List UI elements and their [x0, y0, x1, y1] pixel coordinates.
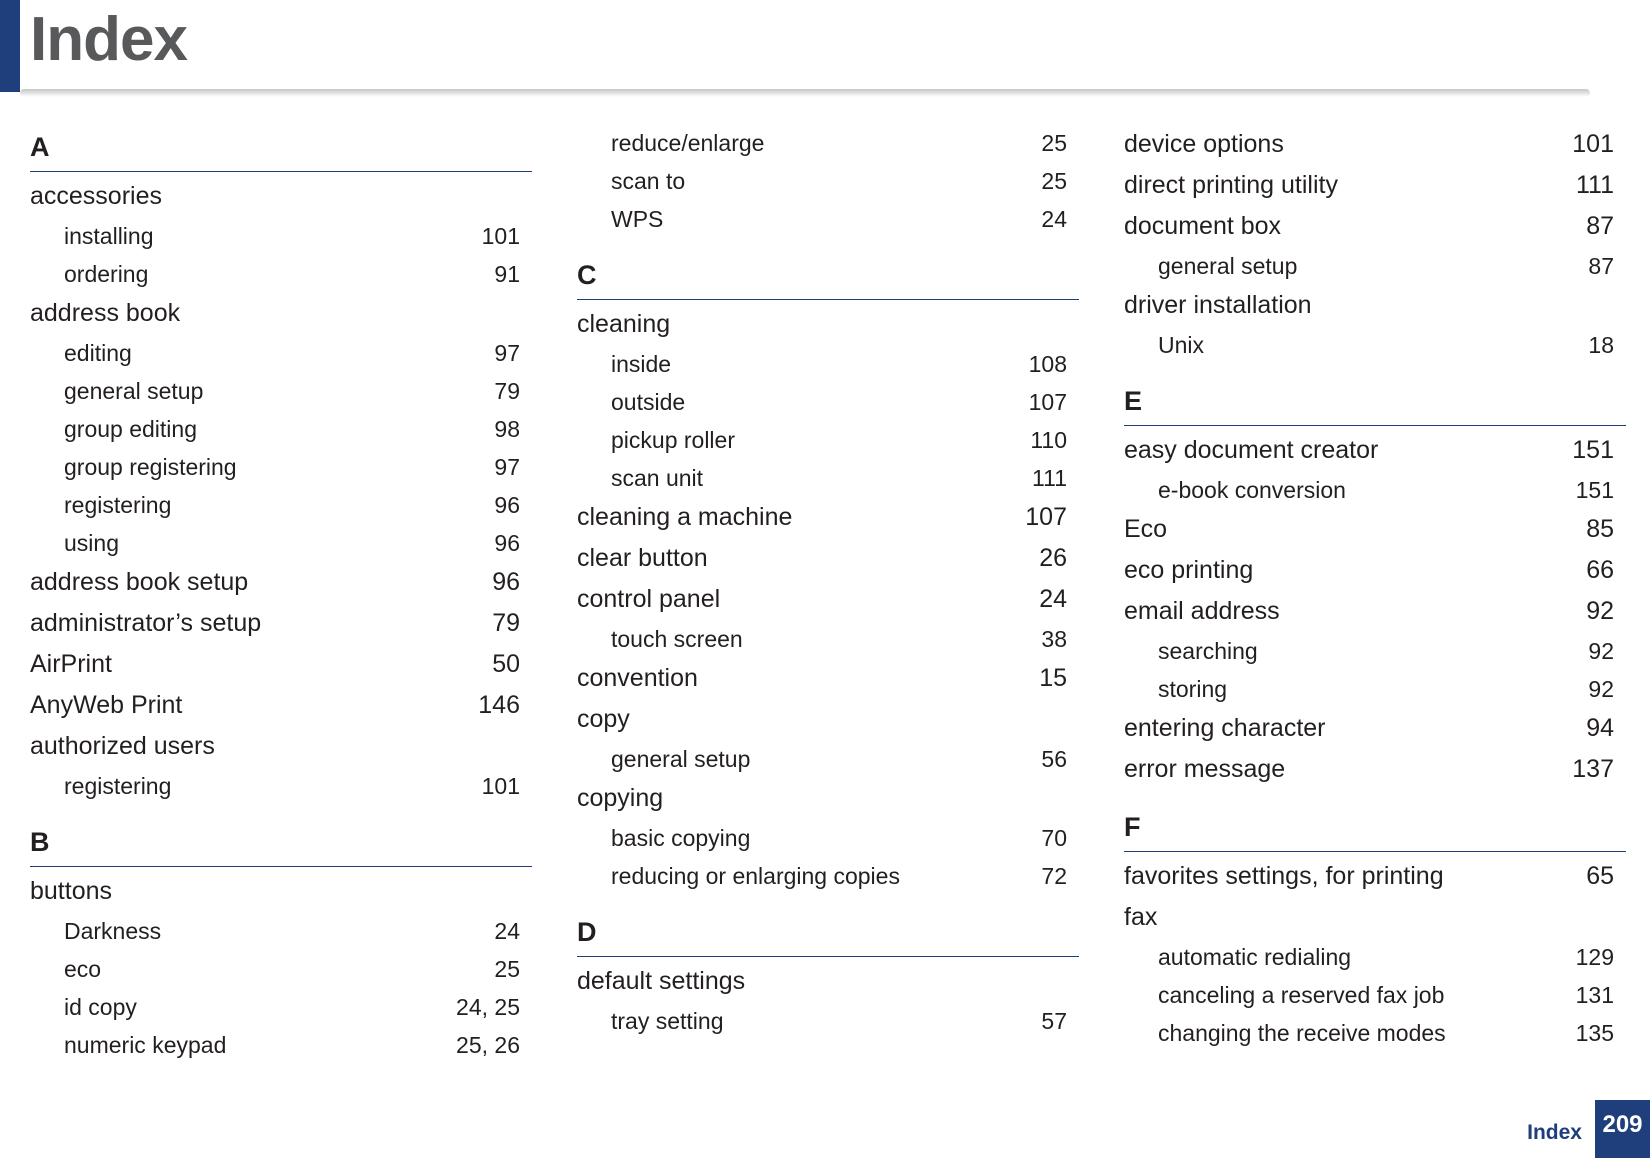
- section-heading: A: [30, 124, 532, 172]
- index-term: cleaning a machine: [577, 503, 793, 531]
- index-entry: [1124, 165, 1626, 206]
- index-subentry: [1124, 1014, 1626, 1052]
- index-term: accessories: [30, 182, 162, 210]
- index-term: entering character: [1124, 714, 1326, 742]
- index-page-ref: 137: [1572, 755, 1614, 783]
- index-entry: [577, 699, 1079, 740]
- index-subentry: [1124, 976, 1626, 1014]
- index-subentry: [1124, 326, 1626, 364]
- index-subterm: Unix: [1158, 331, 1205, 358]
- index-page-ref: 79: [494, 377, 520, 404]
- index-subterm: registering: [64, 772, 172, 799]
- index-page-ref: 101: [481, 772, 520, 799]
- index-page-ref: 96: [494, 529, 520, 556]
- index-subterm: reduce/enlarge: [611, 129, 765, 156]
- section-heading: D: [577, 909, 1079, 957]
- index-subterm: e-book conversion: [1158, 476, 1346, 503]
- index-page-ref: 24, 25: [456, 993, 520, 1020]
- index-term: eco printing: [1124, 556, 1254, 584]
- index-page-ref: 111: [1032, 464, 1067, 491]
- index-subterm: touch screen: [611, 625, 743, 652]
- index-page-ref: 110: [1030, 426, 1067, 453]
- index-page-ref: 107: [1028, 388, 1067, 415]
- index-subentry: [577, 200, 1079, 238]
- index-subterm: basic copying: [611, 824, 751, 851]
- index-page-ref: 87: [1588, 252, 1614, 279]
- index-term: easy document creator: [1124, 436, 1379, 464]
- index-page-ref: 24: [1039, 585, 1067, 613]
- index-page-ref: 25: [494, 955, 520, 982]
- index-page-ref: 79: [492, 609, 520, 637]
- index-page-ref: 98: [494, 415, 520, 442]
- index-page-ref: 18: [1588, 331, 1614, 358]
- index-subterm: outside: [611, 388, 686, 415]
- index-term: email address: [1124, 597, 1280, 625]
- index-page-ref: 24: [494, 917, 520, 944]
- index-page-ref: 50: [492, 650, 520, 678]
- index-page-ref: 96: [492, 568, 520, 596]
- index-page-ref: 92: [1588, 675, 1614, 702]
- index-column-2: [577, 124, 1079, 1040]
- index-term: convention: [577, 664, 698, 692]
- index-entry: [1124, 206, 1626, 247]
- index-subentry: [30, 448, 532, 486]
- index-subentry: [1124, 670, 1626, 708]
- index-subentry: [30, 767, 532, 805]
- index-subterm: general setup: [1158, 252, 1298, 279]
- index-term: control panel: [577, 585, 721, 613]
- index-page-ref: 101: [481, 222, 520, 249]
- index-entry: [30, 562, 532, 603]
- index-page-ref: 25: [1041, 129, 1067, 156]
- index-entry: [1124, 124, 1626, 165]
- index-column-1: [30, 124, 532, 1064]
- index-page-ref: 97: [494, 339, 520, 366]
- index-page-ref: 70: [1041, 824, 1067, 851]
- index-entry: [1124, 591, 1626, 632]
- index-page-ref: 24: [1041, 205, 1067, 232]
- index-page-ref: 146: [478, 691, 520, 719]
- index-term: driver installation: [1124, 291, 1312, 319]
- index-entry: [30, 726, 532, 767]
- index-subterm: scan to: [611, 167, 686, 194]
- index-subterm: storing: [1158, 675, 1228, 702]
- index-page-ref: 94: [1586, 714, 1614, 742]
- index-subterm: registering: [64, 491, 172, 518]
- index-subterm: inside: [611, 350, 672, 377]
- index-subentry: [577, 345, 1079, 383]
- index-subentry: [577, 620, 1079, 658]
- index-subentry: [1124, 938, 1626, 976]
- index-term: favorites settings, for printing: [1124, 862, 1444, 890]
- page-number: 209: [1595, 1100, 1650, 1158]
- footer-label: Index: [1527, 1121, 1582, 1144]
- index-page-ref: 131: [1575, 981, 1614, 1008]
- index-column-3: [1124, 124, 1626, 1052]
- index-page-ref: 56: [1041, 745, 1067, 772]
- index-page-ref: 72: [1041, 862, 1067, 889]
- index-subentry: [1124, 471, 1626, 509]
- index-page-ref: 66: [1586, 556, 1614, 584]
- index-subentry: [577, 740, 1079, 778]
- section-heading: E: [1124, 378, 1626, 426]
- index-page-ref: 101: [1572, 130, 1614, 158]
- section-heading: C: [577, 252, 1079, 300]
- index-subterm: editing: [64, 339, 132, 366]
- index-subterm: WPS: [611, 205, 664, 232]
- index-subentry: [577, 459, 1079, 497]
- index-term: default settings: [577, 967, 746, 995]
- index-entry: [577, 538, 1079, 579]
- index-entry: [1124, 708, 1626, 749]
- index-term: cleaning: [577, 310, 671, 338]
- index-subentry: [30, 372, 532, 410]
- index-term: copying: [577, 784, 664, 812]
- index-entry: [1124, 550, 1626, 591]
- index-entry: [1124, 430, 1626, 471]
- index-subterm: general setup: [64, 377, 204, 404]
- index-term: copy: [577, 705, 630, 733]
- index-page-ref: 26: [1039, 544, 1067, 572]
- index-subentry: [30, 950, 532, 988]
- index-term: Eco: [1124, 515, 1168, 543]
- index-entry: [577, 961, 1079, 1002]
- index-page-ref: 92: [1588, 637, 1614, 664]
- index-page-ref: 111: [1575, 171, 1614, 199]
- index-subentry: [30, 1026, 532, 1064]
- index-entry: [577, 778, 1079, 819]
- index-subentry: [577, 819, 1079, 857]
- index-entry: [30, 176, 532, 217]
- index-page-ref: 65: [1586, 862, 1614, 890]
- index-subterm: tray setting: [611, 1007, 724, 1034]
- index-entry: [1124, 749, 1626, 790]
- index-entry: [577, 497, 1079, 538]
- index-term: address book: [30, 299, 181, 327]
- index-subterm: automatic redialing: [1158, 943, 1352, 970]
- index-entry: [30, 871, 532, 912]
- index-subterm: changing the receive modes: [1158, 1019, 1446, 1046]
- index-subterm: group editing: [64, 415, 197, 442]
- index-page-ref: 57: [1041, 1007, 1067, 1034]
- index-subterm: searching: [1158, 637, 1258, 664]
- index-subterm: group registering: [64, 453, 237, 480]
- index-subterm: eco: [64, 955, 102, 982]
- section-heading: F: [1124, 804, 1626, 852]
- index-subentry: [30, 255, 532, 293]
- index-subentry: [577, 857, 1079, 895]
- index-entry: [1124, 509, 1626, 550]
- index-subentry: [1124, 247, 1626, 285]
- index-subterm: using: [64, 529, 119, 556]
- page-title: Index: [30, 5, 187, 74]
- index-page-ref: 38: [1041, 625, 1067, 652]
- index-subterm: id copy: [64, 993, 137, 1020]
- index-entry: [1124, 856, 1626, 897]
- index-term: AnyWeb Print: [30, 691, 183, 719]
- index-subentry: [30, 912, 532, 950]
- index-entry: [30, 685, 532, 726]
- index-subterm: general setup: [611, 745, 751, 772]
- index-entry: [577, 579, 1079, 620]
- index-term: buttons: [30, 877, 113, 905]
- index-term: document box: [1124, 212, 1282, 240]
- index-subterm: pickup roller: [611, 426, 735, 453]
- index-term: fax: [1124, 903, 1158, 931]
- index-term: AirPrint: [30, 650, 112, 678]
- index-page-ref: 25, 26: [456, 1031, 520, 1058]
- index-entry: [577, 658, 1079, 699]
- section-heading: B: [30, 819, 532, 867]
- index-subentry: [1124, 632, 1626, 670]
- index-subentry: [30, 486, 532, 524]
- index-subterm: ordering: [64, 260, 149, 287]
- index-page-ref: 85: [1586, 515, 1614, 543]
- index-page-ref: 108: [1028, 350, 1067, 377]
- index-subentry: [577, 383, 1079, 421]
- index-term: direct printing utility: [1124, 171, 1338, 199]
- index-term: address book setup: [30, 568, 249, 596]
- index-subterm: numeric keypad: [64, 1031, 227, 1058]
- index-term: device options: [1124, 130, 1284, 158]
- index-entry: [30, 293, 532, 334]
- index-term: administrator’s setup: [30, 609, 262, 637]
- index-page-ref: 87: [1586, 212, 1614, 240]
- index-page-ref: 97: [494, 453, 520, 480]
- index-subentry: [30, 410, 532, 448]
- index-subentry: [30, 988, 532, 1026]
- index-page-ref: 151: [1575, 476, 1614, 503]
- index-page-ref: 151: [1572, 436, 1614, 464]
- index-subentry: [30, 524, 532, 562]
- index-subterm: installing: [64, 222, 154, 249]
- index-entry: [1124, 285, 1626, 326]
- index-term: clear button: [577, 544, 708, 572]
- index-page-ref: 107: [1025, 503, 1067, 531]
- index-subentry: [577, 421, 1079, 459]
- index-entry: [1124, 897, 1626, 938]
- index-page-ref: 129: [1575, 943, 1614, 970]
- index-subentry: [577, 1002, 1079, 1040]
- index-subterm: scan unit: [611, 464, 704, 491]
- index-subterm: reducing or enlarging copies: [611, 862, 900, 889]
- index-subentry: [577, 162, 1079, 200]
- index-subterm: canceling a reserved fax job: [1158, 981, 1445, 1008]
- index-page-ref: 96: [494, 491, 520, 518]
- index-page-ref: 92: [1586, 597, 1614, 625]
- index-subentry: [30, 334, 532, 372]
- index-page-ref: 25: [1041, 167, 1067, 194]
- index-term: error message: [1124, 755, 1286, 783]
- index-entry: [577, 304, 1079, 345]
- index-page-ref: 15: [1039, 664, 1067, 692]
- index-entry: [30, 644, 532, 685]
- header-divider: [20, 89, 1590, 97]
- index-subterm: Darkness: [64, 917, 162, 944]
- index-subentry: [577, 124, 1079, 162]
- index-term: authorized users: [30, 732, 215, 760]
- index-entry: [30, 603, 532, 644]
- index-page-ref: 135: [1575, 1019, 1614, 1046]
- index-page-ref: 91: [494, 260, 520, 287]
- header-accent-bar: [0, 0, 20, 92]
- index-subentry: [30, 217, 532, 255]
